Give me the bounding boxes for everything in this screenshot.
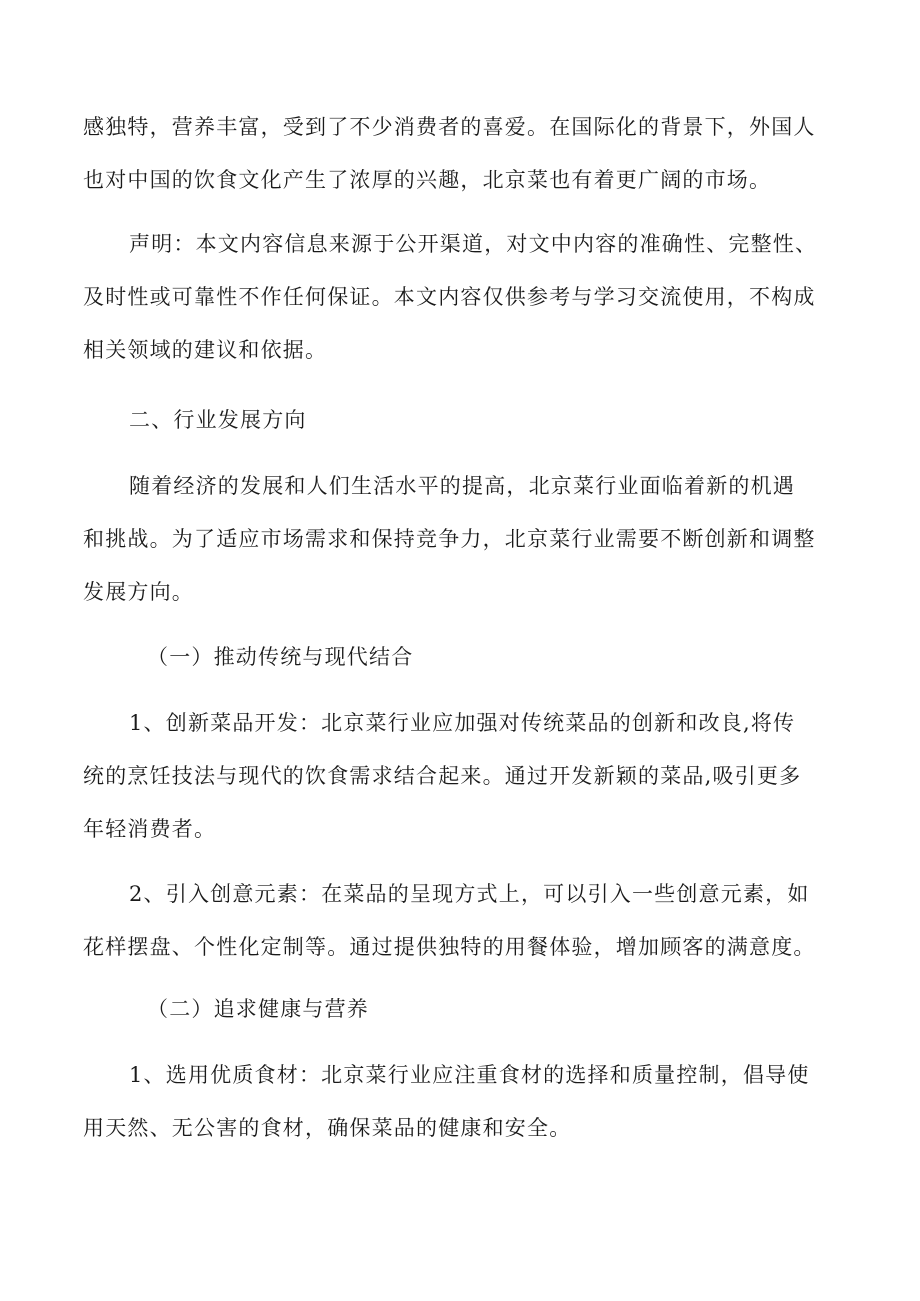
section-heading xyxy=(83,394,843,447)
text-line: 1、创新菜品开发：北京菜行业应加强对传统菜品的创新和改良,将传 xyxy=(129,711,796,735)
text-line: 统的烹饪技法与现代的饮食需求结合起来。通过开发新颖的菜品,吸引更多 xyxy=(83,764,802,788)
subsection-heading-2 xyxy=(83,983,843,1036)
heading-text: （二）追求健康与营养 xyxy=(147,997,369,1021)
text-line: 及时性或可靠性不作任何保证。本文内容仅供参考与学习交流使用，不构成 xyxy=(83,285,816,309)
text-line: 也对中国的饮食文化产生了浓厚的兴趣，北京菜也有着更广阔的市场。 xyxy=(83,168,772,192)
text-line: 发展方向。 xyxy=(83,580,194,604)
paragraph-item-2-1 xyxy=(83,1049,843,1155)
text-line: 相关领域的建议和依据。 xyxy=(83,338,328,362)
paragraph-intro-continuation xyxy=(83,101,843,207)
text-line: 随着经济的发展和人们生活水平的提高，北京菜行业面临着新的机遇 xyxy=(129,474,795,498)
text-line: 2、引入创意元素：在菜品的呈现方式上，可以引入一些创意元素，如 xyxy=(129,882,810,906)
text-line: 和挑战。为了适应市场需求和保持竞争力，北京菜行业需要不断创新和调整 xyxy=(83,527,816,551)
text-line: 用天然、无公害的食材，确保菜品的健康和安全。 xyxy=(83,1116,572,1140)
text-line: 年轻消费者。 xyxy=(83,817,217,841)
paragraph-item-1-1 xyxy=(83,697,843,856)
subsection-heading-1 xyxy=(83,631,843,684)
text-line: 1、选用优质食材：北京菜行业应注重食材的选择和质量控制，倡导使 xyxy=(129,1063,810,1087)
paragraph-direction-intro xyxy=(83,460,843,619)
paragraph-item-1-2 xyxy=(83,868,843,974)
text-line: 花样摆盘、个性化定制等。通过提供独特的用餐体验，增加顾客的满意度。 xyxy=(83,935,816,959)
text-line: 声明：本文内容信息来源于公开渠道，对文中内容的准确性、完整性、 xyxy=(129,232,818,256)
text-line: 感独特，营养丰富，受到了不少消费者的喜爱。在国际化的背景下，外国人 xyxy=(83,115,816,139)
heading-text: （一）推动传统与现代结合 xyxy=(147,645,414,669)
heading-text: 二、行业发展方向 xyxy=(129,408,307,432)
paragraph-disclaimer xyxy=(83,218,843,377)
